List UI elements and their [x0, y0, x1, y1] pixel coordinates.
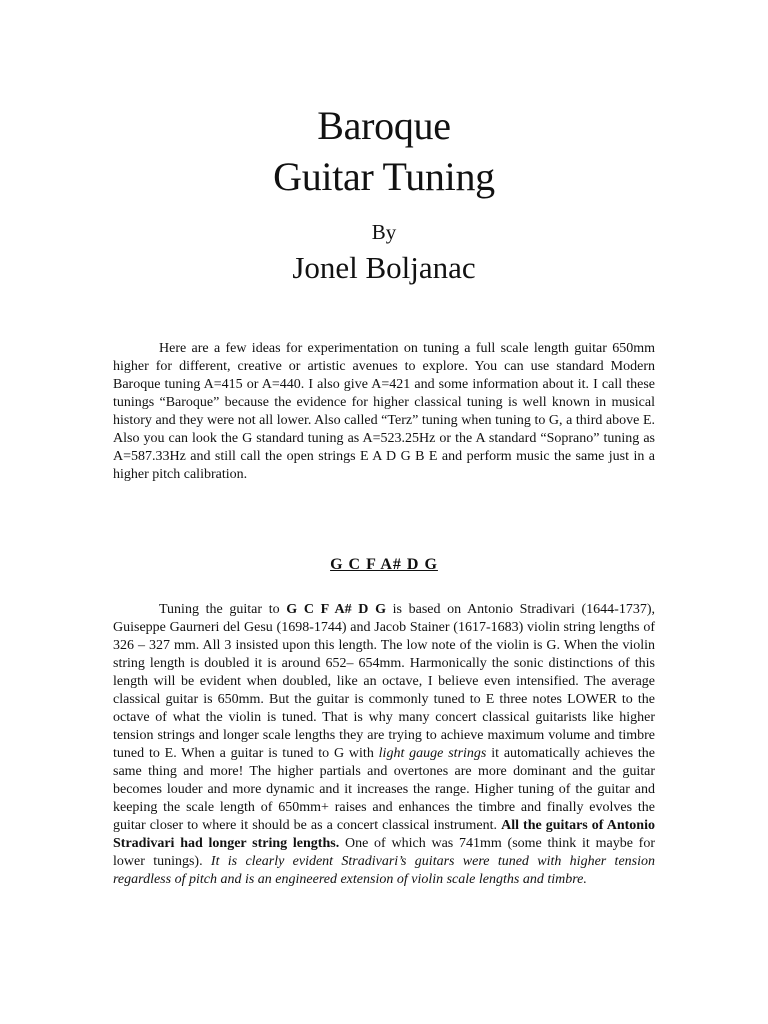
document-title-line-1: Baroque	[317, 103, 451, 148]
body-text-1: Tuning the guitar to	[159, 602, 287, 617]
body-bold-tuning: G C F A# D G	[286, 602, 386, 617]
document-title-line-2: Guitar Tuning	[273, 154, 495, 199]
body-italic-strings: light gauge strings	[378, 746, 487, 761]
body-text-2: is based on Antonio Stradivari (1644-1737), Guiseppe Gaurneri del Gesu (1698-1744) and Jacob Stainer (1617-1683) violin string lengths of 326 – 327 mm. All 3 insisted upon this length. The low note of the violin is G. When the violin string length is doubled it is around 652– 654mm. Harmonically the sonic distinctions of this length will be evident when doubled, like an octave, I believe even intensified. The average classical guitar is 650mm. But the guitar is commonly tuned to E three notes LOWER to the octave of what the violin is tuned. That is why many concert classical guitarists like higher tension strings and longer scale lengths they are trying to achieve maximum volume and timbre tuned to E. When a guitar is tuned to G with	[113, 602, 655, 761]
author-name: Jonel Boljanac	[292, 250, 476, 285]
body-bold-stradivari: All the guitars of Antonio Stradivari had longer string lengths.	[113, 818, 655, 851]
section-heading: G C F A# D G	[330, 556, 438, 573]
body-paragraph	[113, 601, 655, 889]
body-text-3: it automatically achieves the same thing and more! The higher partials and overtones are more dominant and the guitar becomes louder and more dynamic and it increases the range. Higher tuning of the guitar and keeping the scale length of 650mm+ raises and enhances the timbre and finally evolves the guitar closer to where it should be as a concert classical instrument.	[113, 746, 655, 833]
body-text-4: One of which was 741mm (some think it maybe for lower tunings).	[113, 836, 655, 869]
byline-label: By	[371, 220, 397, 244]
intro-paragraph: Here are a few ideas for experimentation on tuning a full scale length guitar 650mm higher for different, creative or artistic avenues to explore. You can use standard Modern Baroque tuning A=415 or A=440. I also give A=421 and some information about it. I call these tunings “Baroque” because the evidence for higher classical tuning is well known in musical history and they were not all lower. Also called “Terz” tuning when tuning to G, a third above E. Also you can look the G standard tuning as A=523.25Hz or the A standard “Soprano” tuning as A=587.33Hz and still call the open strings E A D G B E and perform music the same just in a higher pitch calibration.	[113, 341, 655, 482]
body-italic-conclusion: It is clearly evident Stradivari’s guitars were tuned with higher tension regardless of pitch and is an engineered extension of violin scale lengths and timbre.	[113, 854, 655, 887]
